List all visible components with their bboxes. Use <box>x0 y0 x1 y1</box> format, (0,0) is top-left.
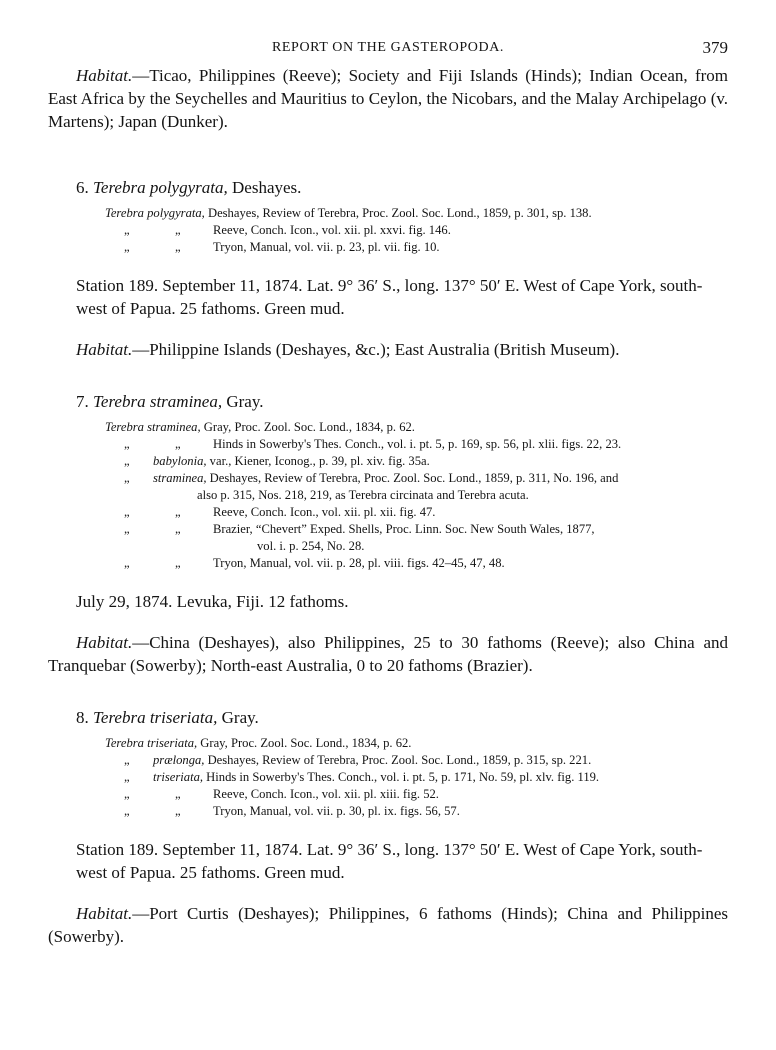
ref-continuation: vol. i. p. 254, No. 28. <box>257 539 365 553</box>
page-number: 379 <box>702 38 728 57</box>
ref-text: Brazier, “Chevert” Exped. Shells, Proc. Linn. Soc. New South Wales, 1877, <box>213 522 595 536</box>
ref-text: Tryon, Manual, vol. vii. p. 23, pl. vii. fig. 10. <box>213 240 440 254</box>
synonymy-ref <box>48 205 728 222</box>
station-record: Station 189. September 11, 1874. Lat. 9° 36′ S., long. 137° 50′ E. West of Cape York, south-west of Papua. 25 fathoms. Green mud. <box>76 840 703 882</box>
species-number: 6. <box>76 178 89 197</box>
species-entry <box>48 177 728 361</box>
ref-text: Deshayes, Review of Terebra, Proc. Zool. Soc. Lond., 1859, p. 311, No. 196, and <box>206 471 619 485</box>
synonymy-ref <box>48 436 728 453</box>
ditto-mark: „ <box>124 787 130 801</box>
ref-text: Reeve, Conch. Icon., vol. xii. pl. xii. fig. 47. <box>213 505 436 519</box>
ref-text: Gray, Proc. Zool. Soc. Lond., 1834, p. 62. <box>197 736 412 750</box>
ditto-mark: „ <box>124 556 130 570</box>
habitat-label: Habitat. <box>76 340 133 359</box>
station-record: Station 189. September 11, 1874. Lat. 9° 36′ S., long. 137° 50′ E. West of Cape York, south-west of Papua. 25 fathoms. Green mud. <box>76 276 703 318</box>
ditto-mark: „ <box>124 770 130 784</box>
ditto-mark: „ <box>124 454 130 468</box>
ditto-mark: „ <box>124 223 130 237</box>
ref-text: Hinds in Sowerby's Thes. Conch., vol. i. pt. 5, p. 171, No. 59, pl. xlv. fig. 119. <box>203 770 600 784</box>
species-number: 8. <box>76 708 89 727</box>
ref-text: Reeve, Conch. Icon., vol. xii. pl. xiii. fig. 52. <box>213 787 439 801</box>
synonymy-list <box>48 419 728 572</box>
ref-text: Deshayes, Review of Terebra, Proc. Zool. Soc. Lond., 1859, p. 315, sp. 221. <box>204 753 592 767</box>
ref-text: Deshayes, Review of Terebra, Proc. Zool. Soc. Lond., 1859, p. 301, sp. 138. <box>204 206 592 220</box>
synonymy-ref <box>48 803 728 820</box>
ref-name: Terebra polygyrata, <box>105 206 205 220</box>
synonymy-ref <box>48 504 728 521</box>
synonymy-ref <box>48 752 728 769</box>
ditto-mark: „ <box>175 804 181 818</box>
ditto-mark: „ <box>175 437 181 451</box>
ditto-mark: „ <box>124 471 130 485</box>
synonymy-ref <box>48 521 728 555</box>
species-heading <box>48 177 728 199</box>
habitat-text: —China (Deshayes), also Philippines, 25 to 30 fathoms (Reeve); also China and Tranquebar (Sowerby); North-east Australia, 0 to 20 fathoms (Brazier). <box>48 633 728 675</box>
ditto-mark: „ <box>175 505 181 519</box>
ref-name: Terebra straminea, <box>105 420 201 434</box>
synonymy-ref <box>48 453 728 470</box>
running-title: REPORT ON THE GASTEROPODA. <box>271 40 505 55</box>
synonymy-ref <box>48 735 728 752</box>
habitat-text: —Port Curtis (Deshayes); Philippines, 6 fathoms (Hinds); China and Philippines (Sowerby). <box>48 904 728 946</box>
ditto-mark: „ <box>124 505 130 519</box>
species-entry <box>48 707 728 948</box>
ditto-mark: „ <box>175 556 181 570</box>
synonymy-ref <box>48 786 728 803</box>
species-name: Terebra polygyrata, <box>93 178 228 197</box>
ditto-mark: „ <box>175 787 181 801</box>
habitat-text: —Philippine Islands (Deshayes, &c.); East Australia (British Museum). <box>132 340 620 359</box>
species-name: Terebra triseriata, <box>93 708 218 727</box>
ref-name: Terebra triseriata, <box>105 736 198 750</box>
habitat-label: Habitat. <box>76 633 133 652</box>
ref-text: Reeve, Conch. Icon., vol. xii. pl. xxvi. fig. 146. <box>213 223 451 237</box>
species-author: Gray. <box>222 392 264 411</box>
species-author: Deshayes. <box>227 178 302 197</box>
ref-name: prælonga, <box>153 753 205 767</box>
ditto-mark: „ <box>124 753 130 767</box>
ditto-mark: „ <box>124 240 130 254</box>
ref-name: triseriata, <box>153 770 204 784</box>
synonymy-ref <box>48 239 728 256</box>
ditto-mark: „ <box>175 240 181 254</box>
synonymy-ref <box>48 222 728 239</box>
ditto-mark: „ <box>124 437 130 451</box>
station-record: July 29, 1874. Levuka, Fiji. 12 fathoms. <box>76 592 349 611</box>
running-head <box>48 40 728 64</box>
synonymy-list <box>48 735 728 820</box>
ditto-mark: „ <box>175 522 181 536</box>
habitat-label: Habitat. <box>76 66 133 85</box>
ref-text: var., Kiener, Iconog., p. 39, pl. xiv. fig. 35a. <box>206 454 430 468</box>
ref-name: straminea, <box>153 471 207 485</box>
species-heading <box>48 707 728 729</box>
species-name: Terebra straminea, <box>93 392 223 411</box>
synonymy-ref <box>48 419 728 436</box>
ref-text: Gray, Proc. Zool. Soc. Lond., 1834, p. 62. <box>200 420 415 434</box>
species-entry <box>48 391 728 677</box>
species-number: 7. <box>76 392 89 411</box>
ref-continuation: also p. 315, Nos. 218, 219, as Terebra circinata and Terebra acuta. <box>197 488 529 502</box>
ditto-mark: „ <box>124 804 130 818</box>
ref-text: Tryon, Manual, vol. vii. p. 28, pl. viii. figs. 42–45, 47, 48. <box>213 556 505 570</box>
species-heading <box>48 391 728 413</box>
synonymy-ref <box>48 470 728 504</box>
species-habitat <box>48 631 728 677</box>
ditto-mark: „ <box>175 223 181 237</box>
ref-text: Tryon, Manual, vol. vii. p. 30, pl. ix. figs. 56, 57. <box>213 804 460 818</box>
ref-name: babylonia, <box>153 454 207 468</box>
species-habitat <box>48 338 728 361</box>
habitat-text: —Ticao, Philippines (Reeve); Society and Fiji Islands (Hinds); Indian Ocean, from East Africa by the Seychelles and Mauritius to Ceylon, the Nicobars, and the Malay Archipelago (v. Martens); Japan (Dunker). <box>48 66 728 131</box>
synonymy-ref <box>48 769 728 786</box>
synonymy-ref <box>48 555 728 572</box>
intro-habitat <box>48 64 728 133</box>
ref-text: Hinds in Sowerby's Thes. Conch., vol. i. pt. 5, p. 169, sp. 56, pl. xlii. figs. 22, 23. <box>213 437 622 451</box>
synonymy-list <box>48 205 728 256</box>
ditto-mark: „ <box>124 522 130 536</box>
habitat-label: Habitat. <box>76 904 133 923</box>
species-habitat <box>48 902 728 948</box>
species-author: Gray. <box>217 708 259 727</box>
